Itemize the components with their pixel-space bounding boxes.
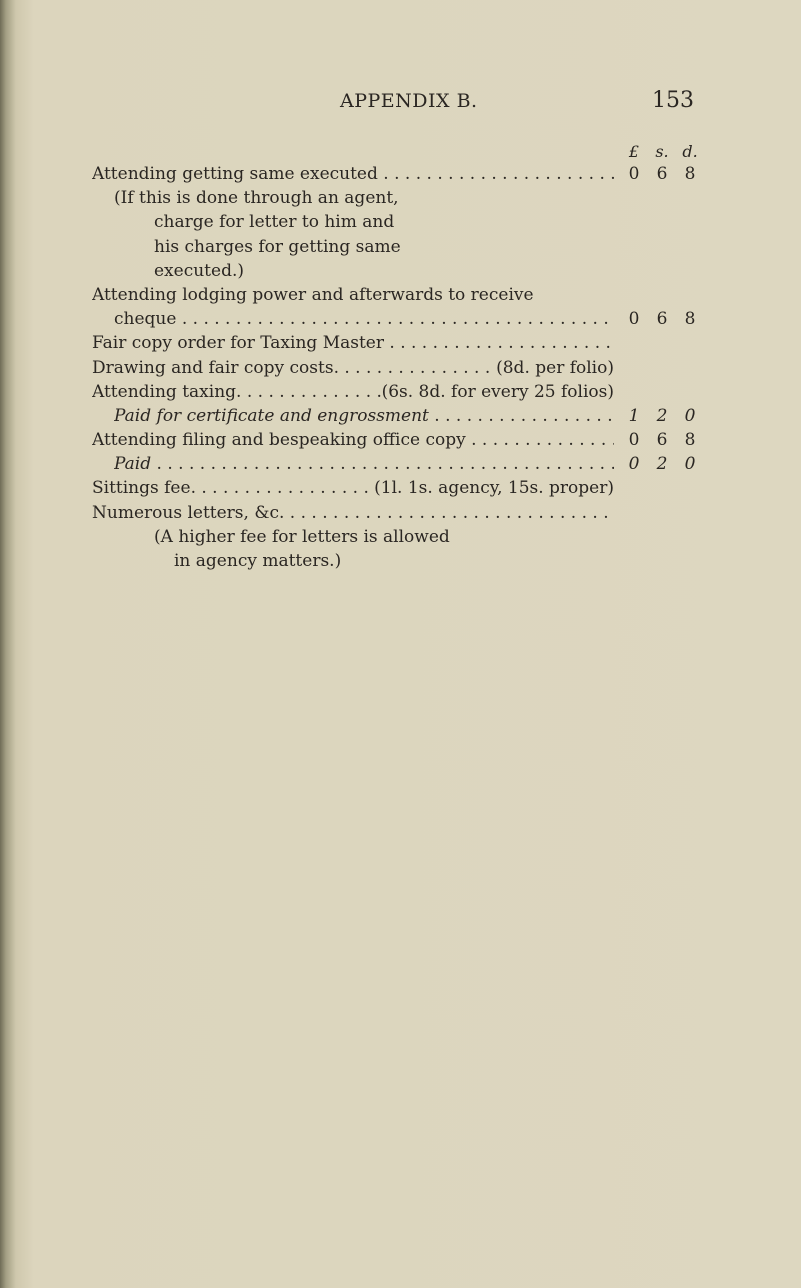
- fee-line: [92, 501, 704, 525]
- fee-line: [92, 307, 704, 331]
- fee-line: [92, 404, 704, 428]
- fee-note: (A higher fee for letters is allowed: [154, 526, 450, 547]
- fee-line: [92, 162, 704, 186]
- fee-item-text: Fair copy order for Taxing Master: [92, 333, 384, 354]
- fee-amount: 0 6 8: [628, 164, 696, 184]
- fee-note: his charges for getting same: [154, 236, 401, 257]
- fee-rate-note: (1l. 1s. agency, 15s. proper): [374, 478, 614, 499]
- page-header: [0, 90, 801, 120]
- fee-line: [92, 283, 704, 307]
- fee-item-text: Attending getting same executed: [92, 164, 378, 184]
- fee-amount: 0 6 8: [628, 430, 696, 451]
- fee-rate-note: (8d. per folio): [496, 357, 614, 378]
- pounds-symbol: £: [628, 142, 640, 161]
- fee-line: [92, 452, 704, 476]
- fee-item-text: Attending filing and bespeaking office copy: [92, 430, 466, 451]
- running-head: APPENDIX B.: [340, 90, 478, 112]
- fee-schedule: [92, 140, 704, 573]
- fee-item-text: Paid: [114, 454, 152, 475]
- page-number: 153: [652, 88, 694, 113]
- fee-note: executed.): [154, 260, 244, 281]
- pence-symbol: d.: [682, 142, 698, 161]
- fee-rate-note: (6s. 8d. for every 25 folios): [381, 381, 614, 402]
- fee-line: [92, 380, 704, 404]
- fee-item-text: cheque: [114, 309, 177, 330]
- fee-item-text: Drawing and fair copy costs: [92, 357, 334, 378]
- fee-item-text: Numerous letters, &c.: [92, 502, 285, 523]
- fee-note: in agency matters.): [174, 551, 342, 571]
- fee-item-text: Attending taxing: [92, 381, 237, 402]
- fee-line: [92, 356, 704, 380]
- fee-amount: 0 6 8: [628, 309, 696, 330]
- fee-item-text: Sittings fee: [92, 478, 191, 499]
- fee-item-text: Attending lodging power and afterwards to receive: [92, 284, 534, 305]
- fee-item-text: Paid for certificate and engrossment: [114, 405, 429, 426]
- currency-header: [92, 140, 704, 162]
- fee-amount: 0 2 0: [628, 454, 696, 475]
- fee-amount: 1 2 0: [628, 405, 696, 426]
- fee-note: (If this is done through an agent,: [114, 188, 399, 209]
- shillings-symbol: s.: [655, 142, 669, 161]
- fee-line: [92, 331, 704, 355]
- fee-line: [92, 428, 704, 452]
- fee-note: charge for letter to him and: [154, 212, 395, 233]
- fee-line: [92, 476, 704, 500]
